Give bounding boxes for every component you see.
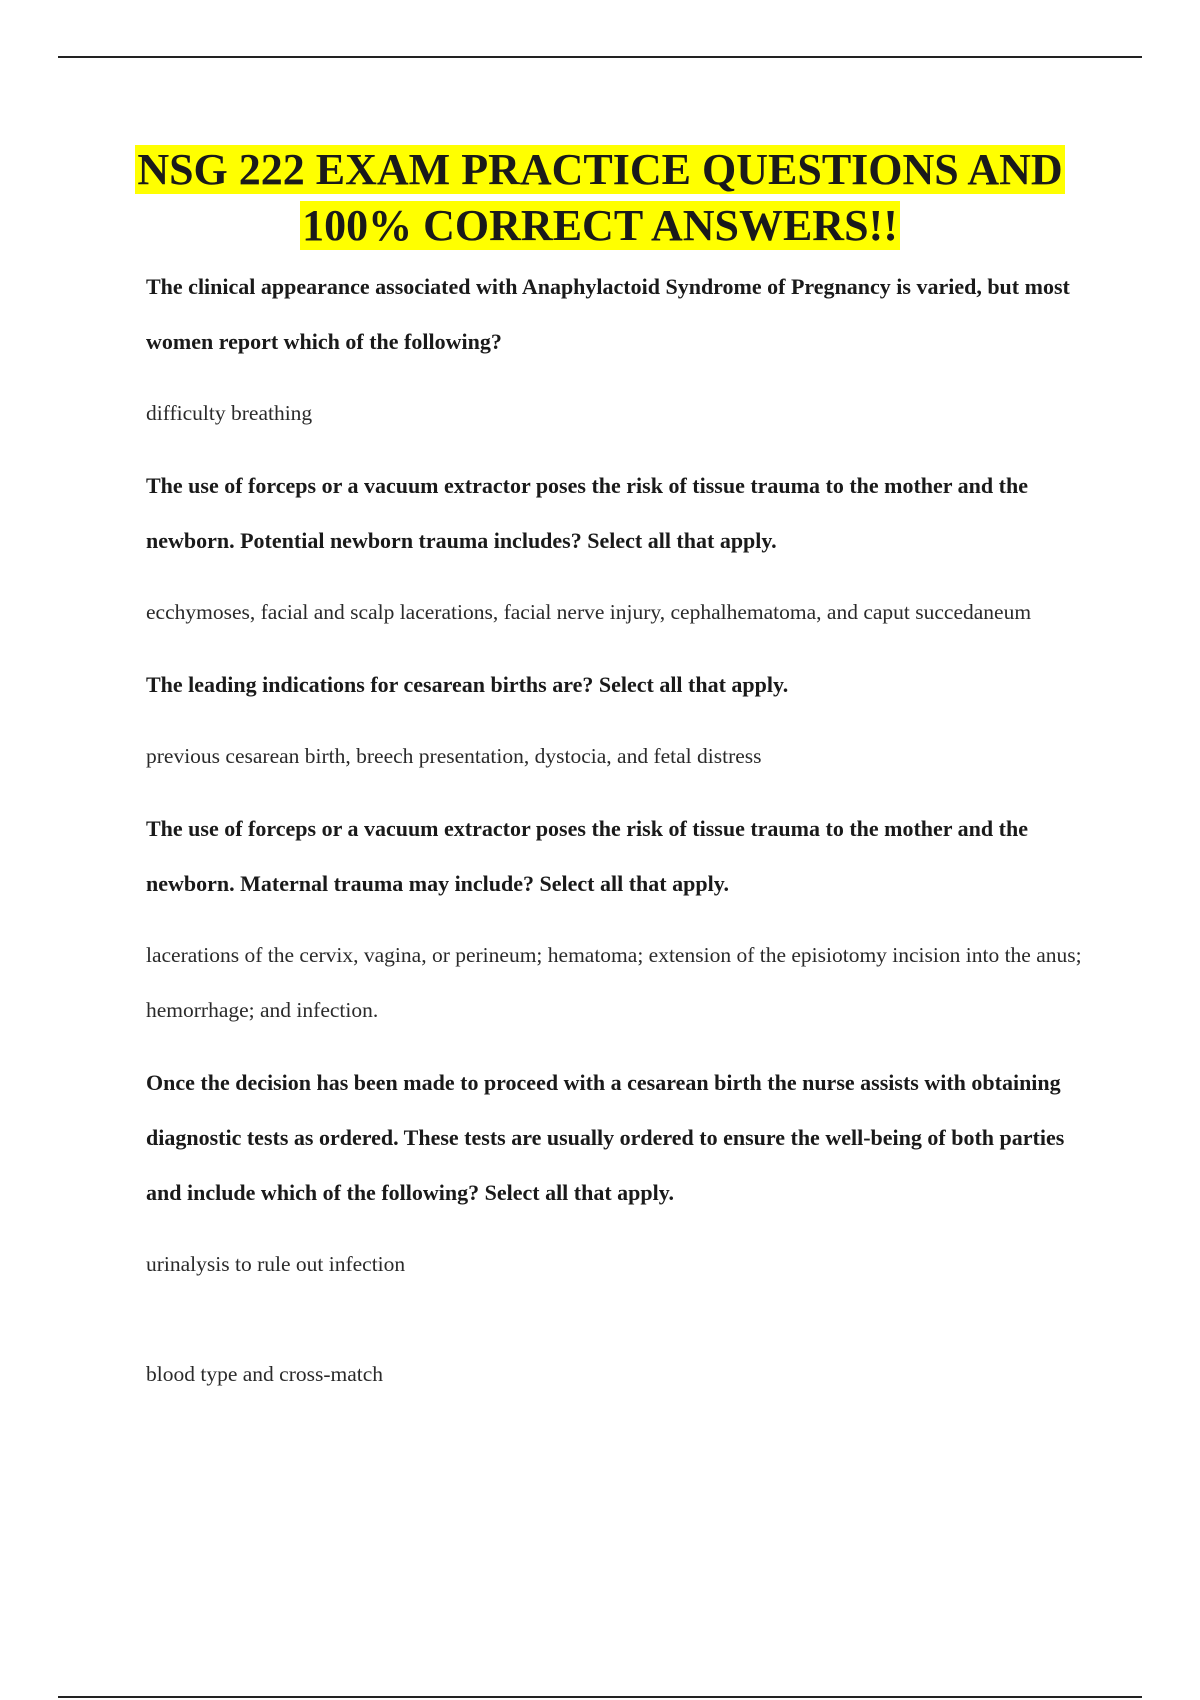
top-divider	[58, 56, 1142, 58]
question-text: The clinical appearance associated with Anaphylactoid Syndrome of Pregnancy is varied, but most women report which of the following?	[146, 274, 1070, 354]
qa-item	[146, 259, 1096, 441]
answer-text: urinalysis to rule out infection	[146, 1252, 406, 1276]
qa-list	[146, 259, 1096, 1419]
answer-text: blood type and cross-match	[146, 1362, 384, 1386]
title-line-1: NSG 222 EXAM PRACTICE QUESTIONS AND	[137, 145, 1063, 194]
answer-text: difficulty breathing	[146, 401, 313, 425]
qa-item	[146, 657, 1096, 784]
qa-item	[146, 458, 1096, 640]
title-line-2: 100% CORRECT ANSWERS!!	[302, 201, 898, 250]
question-text: The use of forceps or a vacuum extractor poses the risk of tissue trauma to the mother and the newborn. Maternal trauma may include? Select all that apply.	[146, 816, 1028, 896]
page-title	[58, 142, 1142, 254]
answer-text: previous cesarean birth, breech presentation, dystocia, and fetal distress	[146, 744, 762, 768]
answer-text: ecchymoses, facial and scalp lacerations, facial nerve injury, cephalhematoma, and caput succedaneum	[146, 600, 1032, 624]
qa-item	[146, 801, 1096, 1038]
question-text: The leading indications for cesarean births are? Select all that apply.	[146, 672, 789, 697]
question-text: Once the decision has been made to proceed with a cesarean birth the nurse assists with obtaining diagnostic tests as ordered. These tests are usually ordered to ensure the well-being of both parties and include which of the following? Select all that apply.	[146, 1070, 1065, 1205]
question-text: The use of forceps or a vacuum extractor poses the risk of tissue trauma to the mother and the newborn. Potential newborn trauma includes? Select all that apply.	[146, 473, 1028, 553]
qa-item	[146, 1055, 1096, 1402]
answer-text: lacerations of the cervix, vagina, or perineum; hematoma; extension of the episiotomy incision into the anus; hemorrhage; and infection.	[146, 943, 1082, 1022]
bottom-divider	[58, 1696, 1142, 1698]
